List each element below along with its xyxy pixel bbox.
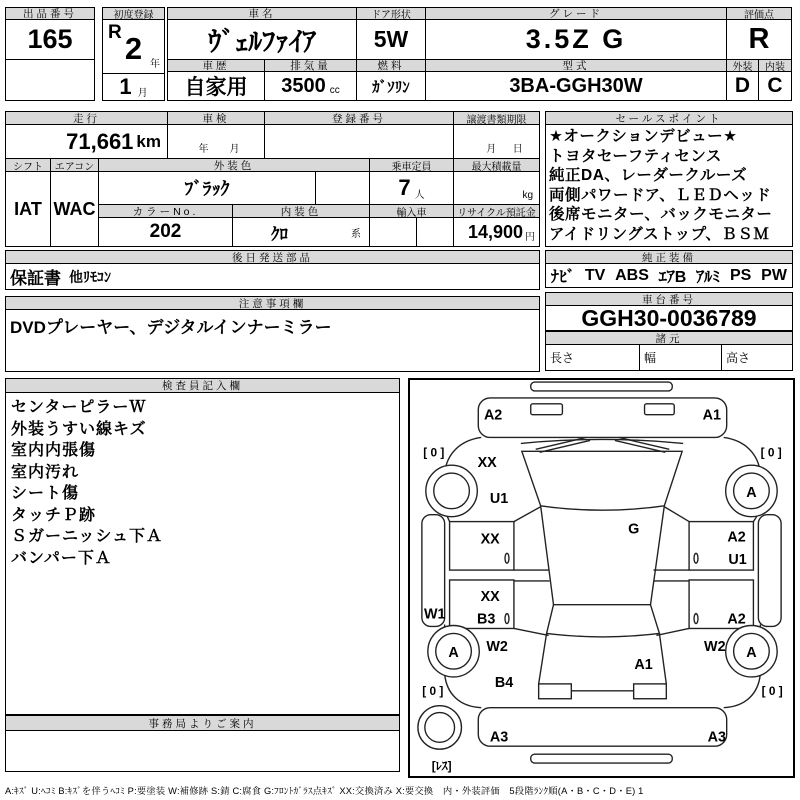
spare-tire-inner (425, 713, 455, 743)
inspector-note-line: 外装うすい線キズ (11, 420, 147, 438)
lot-number-empty-cell (5, 59, 95, 101)
car-name-header: 車名 (167, 7, 357, 20)
score-header: 評価点 (726, 7, 792, 20)
damage-labels (422, 408, 783, 773)
transfer-day-unit: 日 (512, 144, 523, 155)
equipment-header: 純正装備 (545, 250, 793, 264)
damage-code-label: W2 (486, 639, 508, 656)
door-handle (505, 614, 509, 624)
month-unit-label: 月 (137, 87, 148, 99)
capacity-cell (369, 171, 454, 205)
inspector-notes-header: 検査員記入欄 (5, 378, 400, 393)
damage-code-label: A2 (483, 407, 503, 424)
office-notice-box (5, 730, 400, 772)
capacity-unit: 人 (414, 189, 425, 201)
equipment-cell (545, 263, 793, 288)
later-parts-header: 後日発送部品 (5, 250, 540, 264)
damage-code-label: A2 (727, 529, 746, 546)
damage-code-label: XX (480, 588, 500, 605)
door-handle (694, 614, 698, 624)
aircon-value: WAC (50, 171, 99, 247)
specs-header: 諸元 (545, 331, 793, 345)
windshield (522, 451, 682, 510)
transfer-deadline-header: 譲渡書類期限 (453, 111, 540, 125)
sales-points-box (545, 124, 793, 247)
inspector-notes-box (5, 392, 400, 715)
front-bumper (478, 398, 726, 438)
sales-point-line: 純正DA、レーダークルーズ (549, 167, 748, 184)
first-registration-month: 1 (119, 74, 132, 99)
lot-number-value: 165 (5, 19, 95, 60)
recycle-deposit-header: リサイクル預託金 (453, 204, 540, 218)
interior-color-header: 内装色 (232, 204, 370, 218)
damage-code-label: XX (477, 455, 497, 472)
exterior-color-header: 外装色 (98, 158, 370, 172)
interior-score-header: 内装 (758, 59, 792, 72)
damage-diagram-panel (408, 378, 795, 778)
recycle-deposit-cell (453, 217, 540, 247)
sales-points-header: セールスポイント (545, 111, 793, 125)
capacity-header: 乗車定員 (369, 158, 454, 172)
model-code-value: 3BA-GGH30W (425, 71, 727, 101)
damage-code-label: A (746, 645, 757, 662)
grade-value: 3.5Z G (425, 19, 727, 60)
damage-code-label: W1 (423, 606, 446, 623)
recycle-deposit-unit: 円 (525, 231, 535, 243)
sales-point-line: 両側パワードア、ＬＥＤヘッド (549, 186, 772, 204)
inspector-note-line: 室内汚れ (11, 463, 80, 481)
front-grille-left (531, 404, 563, 415)
inspection-month-unit: 月 (229, 144, 240, 155)
mileage-value: 71,661 (66, 128, 134, 154)
car-outline (422, 382, 781, 763)
year-unit-label: 年 (150, 59, 160, 70)
max-load-header: 最大積載量 (453, 158, 540, 172)
equipment-item: ｴｱB (658, 269, 687, 286)
interior-color-value: ｸﾛ (271, 224, 288, 244)
sales-point-line: トヨタセーフティセンス (549, 147, 722, 165)
lot-number-header: 出品番号 (5, 7, 95, 20)
max-load-unit: kg (522, 190, 533, 201)
chassis-no-value: GGH30-0036789 (545, 305, 793, 331)
spec-length-cell: 長さ (545, 344, 640, 371)
first-registration-year: 2 (124, 30, 143, 66)
first-registration-header: 初度登録 (102, 7, 165, 20)
inspector-note-line: Ｓガーニッシュ下Ａ (11, 528, 164, 545)
rear-plate-right (634, 684, 667, 699)
damage-code-label: U1 (728, 552, 747, 569)
mileage-unit: km (136, 131, 161, 151)
transfer-month-unit: 月 (486, 144, 497, 155)
first-registration-year-cell (102, 19, 165, 74)
interior-score-value: C (758, 71, 792, 101)
hood-edge (521, 439, 683, 443)
mileage-header: 走行 (5, 111, 168, 125)
roof-sides (541, 506, 665, 605)
rear-plate-left (539, 684, 572, 699)
registration-no-header: 登録番号 (264, 111, 454, 125)
tire-depth-label: [ 0 ] (761, 683, 783, 698)
fuel-header: 燃料 (356, 59, 426, 72)
door-handle (505, 553, 509, 563)
inspector-note-line: シート傷 (11, 485, 80, 502)
score-value: R (726, 19, 792, 60)
damage-code-label: A (448, 645, 459, 662)
capacity-value: 7 (398, 175, 411, 200)
model-code-header: 型式 (425, 59, 727, 72)
tire-depth-label: [ 0 ] (760, 445, 782, 460)
damage-code-label: A2 (727, 611, 746, 628)
equipment-item: ABS (615, 266, 649, 284)
car-top-view-diagram (410, 380, 793, 776)
rear-bumper (478, 708, 726, 747)
inspector-note-line: タッチＰ跡 (11, 506, 97, 524)
color-no-value: 202 (98, 217, 233, 247)
body-joins (445, 511, 761, 522)
spec-height-cell: 高さ (721, 344, 793, 371)
mileage-cell (5, 124, 168, 159)
notes-cell: DVDプレーヤー、デジタルインナーミラー (5, 309, 540, 372)
inspection-cell (167, 124, 265, 159)
wheel-front-left-inner (434, 473, 470, 509)
transfer-deadline-cell (453, 124, 540, 159)
later-parts-cell (5, 263, 540, 290)
rear-window (547, 605, 660, 637)
door-shape-header: ドア形状 (356, 7, 426, 20)
history-value: 自家用 (167, 71, 265, 101)
chassis-no-header: 車台番号 (545, 292, 793, 306)
sales-point-line: ★オークションデビュー★ (549, 128, 738, 145)
equipment-item: ﾅﾋﾞ (551, 269, 576, 286)
import-car-cell (369, 217, 417, 247)
color-no-header: カラーNo. (98, 204, 233, 218)
sales-point-line: アイドリングストップ、ＢＳＭ (549, 225, 770, 243)
damage-code-label: A3 (707, 729, 726, 746)
exterior-color-value: ﾌﾞﾗｯｸ (98, 171, 316, 205)
inspector-note-line: バンパー下Ａ (11, 549, 112, 567)
inspector-note-line: 室内内張傷 (11, 442, 97, 459)
rear-lip (531, 754, 673, 763)
damage-code-label: B4 (494, 674, 514, 691)
damage-code-label: G (628, 521, 640, 538)
damage-code-label: XX (480, 531, 500, 548)
equipment-item: PW (761, 266, 787, 284)
later-parts-sub: 他ﾘﾓｺﾝ (69, 268, 111, 285)
displacement-unit: cc (329, 84, 340, 96)
shift-header: シフト (5, 158, 51, 172)
displacement-value: 3500 (281, 74, 326, 97)
notes-header: 注意事項欄 (5, 296, 540, 310)
grade-header: グレード (425, 7, 727, 20)
damage-code-label: A3 (489, 729, 509, 746)
office-notice-header: 事務局よりご案内 (5, 715, 400, 731)
import-car-header: 輸入車 (369, 204, 454, 218)
equipment-item: ｱﾙﾐ (696, 269, 721, 286)
door-shape-value: 5W (356, 19, 426, 60)
damage-code-label: B3 (477, 611, 496, 628)
door-handle (694, 553, 698, 563)
displacement-header: 排気量 (264, 59, 357, 72)
tire-depth-label: [ 0 ] (422, 683, 444, 698)
shift-value: IAT (5, 171, 51, 247)
car-name-value: ｳﾞｪﾙﾌｧｲｱ (167, 19, 357, 60)
history-header: 車歴 (167, 59, 265, 72)
import-car-sub-cell (416, 217, 454, 247)
b-pillar-lines (514, 570, 689, 581)
recycle-deposit-value: 14,900 (467, 221, 523, 242)
tire-depth-label: [ 0 ] (423, 445, 445, 460)
registration-no-cell (264, 124, 454, 159)
interior-color-suffix: 系 (351, 228, 361, 240)
interior-color-cell (232, 217, 370, 247)
spec-width-cell: 幅 (639, 344, 722, 371)
sales-point-line: 後席モニター、バックモニター (549, 206, 773, 223)
inspection-header: 車検 (167, 111, 265, 125)
damage-code-label: A1 (634, 657, 653, 674)
first-registration-month-cell (102, 73, 165, 101)
era-letter: R (108, 22, 122, 43)
max-load-cell (453, 171, 540, 205)
equipment-item: PS (729, 266, 752, 284)
damage-code-label: U1 (489, 490, 509, 507)
front-lip (531, 382, 673, 391)
exterior-score-header: 外装 (726, 59, 759, 72)
damage-code-label: A (746, 484, 757, 501)
equipment-item: TV (584, 266, 606, 284)
pillar-slants (514, 507, 689, 636)
later-parts-main: 保証書 (10, 269, 61, 288)
exterior-score-value: D (726, 71, 759, 101)
damage-code-label: W2 (704, 639, 726, 656)
inspection-year-unit: 年 (198, 144, 209, 155)
fuel-value: ｶﾞｿﾘﾝ (356, 71, 426, 101)
legend-line: A:ｷｽﾞ U:ﾍｺﾐ B:ｷｽﾞを伴うﾍｺﾐ P:要塗装 W:補修跡 S:錆 C:腐食 G:ﾌﾛﾝﾄｶﾞﾗｽ点ｷｽﾞ XX:交換済み X:要交換 内・外装評価 5段階ﾗﾝｸ順(A・B・C・D・E) 1 (5, 786, 644, 796)
side-sill-right (758, 515, 781, 627)
front-grille-right (645, 404, 675, 415)
displacement-cell (264, 71, 357, 101)
inspector-note-line: センターピラーＷ (11, 399, 147, 416)
spare-tire-label: [ﾚｽ] (431, 758, 452, 773)
aircon-header: エアコン (50, 158, 99, 172)
damage-code-label: A1 (702, 407, 722, 424)
exterior-color-sub-cell (315, 171, 370, 205)
